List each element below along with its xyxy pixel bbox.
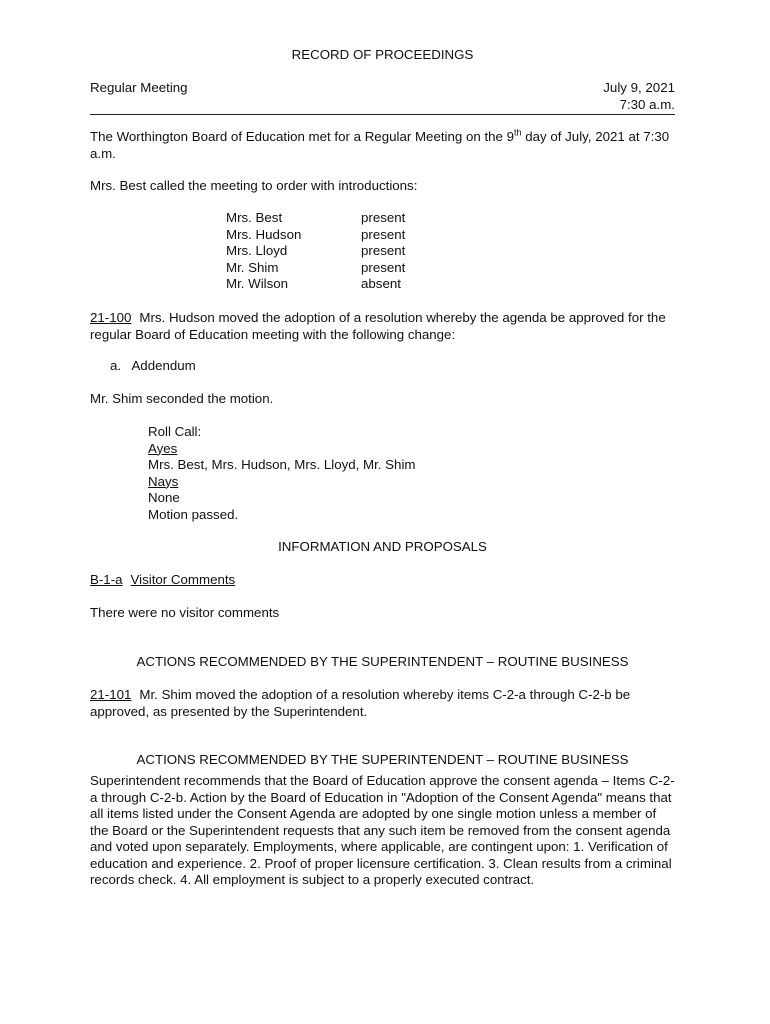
section-heading-actions-1: ACTIONS RECOMMENDED BY THE SUPERINTENDENT – ROUTINE BUSINESS xyxy=(136,654,629,669)
member-name: Mrs. Lloyd xyxy=(226,243,288,258)
roll-call-label: Roll Call: xyxy=(148,424,202,439)
nays-label: Nays xyxy=(148,473,179,489)
motion-text: Mrs. Hudson moved the adoption of a resolution whereby the agenda be approved for the regular Board of Education meeting with the following change: xyxy=(90,310,666,342)
member-name: Mrs. Best xyxy=(226,210,283,225)
motion-number: 21-101 xyxy=(90,687,132,702)
document-title: RECORD OF PROCEEDINGS xyxy=(291,47,474,62)
visitor-comments-text: There were no visitor comments xyxy=(90,605,280,620)
section-heading-information: INFORMATION AND PROPOSALS xyxy=(278,539,487,554)
section-heading-actions-2: ACTIONS RECOMMENDED BY THE SUPERINTENDENT – ROUTINE BUSINESS xyxy=(136,752,629,767)
member-status: present xyxy=(361,226,406,242)
nays-list: None xyxy=(148,490,180,505)
intro-text-2: day of July, 2021 at 7:30 a.m. xyxy=(90,129,670,161)
meeting-type: Regular Meeting xyxy=(90,80,188,95)
member-status: present xyxy=(361,210,406,225)
motion-21-101 xyxy=(90,687,675,720)
meeting-time: 7:30 a.m. xyxy=(619,96,675,112)
intro-paragraph xyxy=(90,129,675,162)
member-status: present xyxy=(361,259,406,275)
roll-call xyxy=(148,424,733,523)
intro-text-1: The Worthington Board of Education met for a Regular Meeting on the 9 xyxy=(90,129,515,144)
member-name: Mr. Shim xyxy=(226,259,279,275)
ayes-label: Ayes xyxy=(148,440,178,456)
motion-21-100 xyxy=(90,310,675,343)
ayes-list: Mrs. Best, Mrs. Hudson, Mrs. Lloyd, Mr. Shim xyxy=(148,457,416,472)
motion-number: 21-100 xyxy=(90,310,132,325)
seconded-text: Mr. Shim seconded the motion. xyxy=(90,391,274,406)
motion-text: Mr. Shim moved the adoption of a resolution whereby items C-2-a through C-2-b be approved, as presented by the Superintendent. xyxy=(90,687,631,719)
attendance-list xyxy=(226,210,405,293)
member-name: Mrs. Hudson xyxy=(226,226,302,242)
member-name: Mr. Wilson xyxy=(226,276,289,291)
attendance-row xyxy=(226,276,405,293)
call-to-order: Mrs. Best called the meeting to order with introductions: xyxy=(90,178,418,193)
meeting-datetime xyxy=(603,80,675,113)
attendance-row xyxy=(226,243,405,260)
meeting-date: July 9, 2021 xyxy=(603,80,675,95)
intro-superscript: th xyxy=(514,127,522,138)
consent-agenda-paragraph: Superintendent recommends that the Board of Education approve the consent agenda – Items C-2-a through C-2-b. Action by the Board of Education in "Adoption of the Consent Agenda" means that all items listed under the Consent Agenda are adopted by one single motion unless a member of the Board or the Superintendent requests that any such item be removed from the consent agenda and voted upon separately. Employments, where applicable, are contingent upon: 1. Verification of education and experience. 2. Proof of proper licensure certification. 3. Clean results from a criminal records check. 4. All employment is subject to a properly executed contract. xyxy=(90,773,675,887)
meeting-header xyxy=(90,80,675,115)
attendance-row xyxy=(226,210,405,227)
motion-result: Motion passed. xyxy=(148,506,239,522)
change-item: a. Addendum xyxy=(110,358,196,373)
item-b-1-a xyxy=(90,572,675,589)
attendance-row xyxy=(226,260,405,277)
member-status: present xyxy=(361,243,406,258)
attendance-row xyxy=(226,227,405,244)
item-number: B-1-a xyxy=(90,572,123,587)
item-title: Visitor Comments xyxy=(130,572,236,587)
member-status: absent xyxy=(361,276,401,291)
